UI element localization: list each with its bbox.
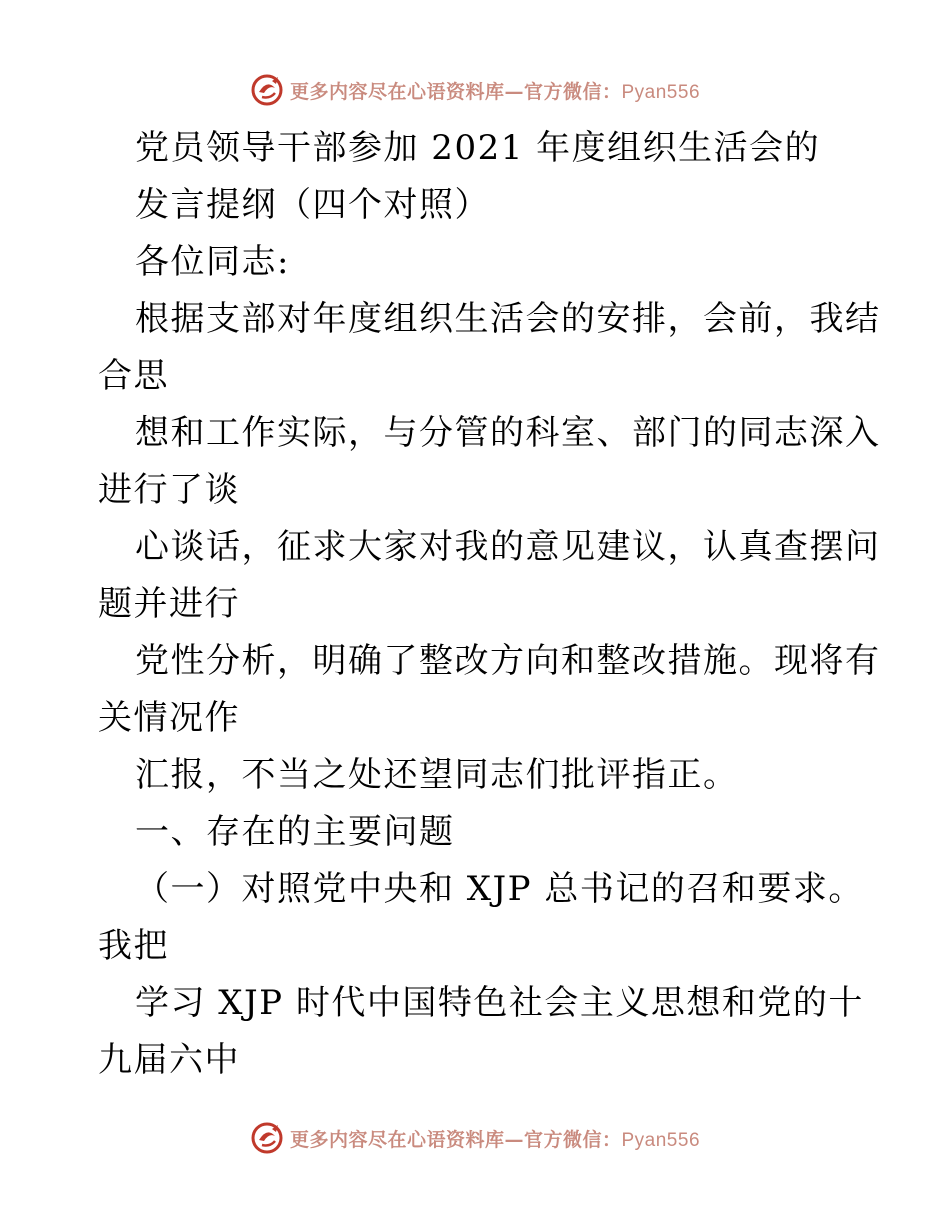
paragraph-line: 心谈话，征求大家对我的意见建议，认真查摆问 — [135, 527, 881, 567]
paragraph-line: 党性分析，明确了整改方向和整改措施。现将有 — [135, 641, 881, 681]
paragraph-line: 合思 — [98, 356, 169, 396]
paragraph-line: 汇报，不当之处还望同志们批评指正。 — [135, 755, 739, 795]
paragraph-line: 学习 XJP 时代中国特色社会主义思想和党的十 — [135, 983, 864, 1023]
doc-title-line-1: 党员领导干部参加 2021 年度组织生活会的 — [135, 128, 821, 168]
paragraph-line: 我把 — [98, 926, 169, 966]
footer-banner-label: 更多内容尽在心语资料库—官方微信： — [289, 1128, 622, 1151]
paragraph-line: 关情况作 — [98, 698, 240, 738]
header-banner-label: 更多内容尽在心语资料库—官方微信： — [289, 80, 622, 103]
footer-banner-handle: Pyan556 — [621, 1129, 701, 1151]
paragraph-line: 想和工作实际，与分管的科室、部门的同志深入 — [135, 413, 881, 453]
paragraph-line: 根据支部对年度组织生活会的安排，会前，我结 — [135, 299, 881, 339]
doc-title-line-2: 发言提纲（四个对照） — [135, 185, 490, 225]
footer-banner — [0, 1118, 950, 1158]
header-banner-text — [290, 77, 700, 104]
paragraph-line: 题并进行 — [98, 584, 240, 624]
subsection-heading: （一）对照党中央和 XJP 总书记的召和要求。 — [135, 869, 864, 909]
red-swirl-logo-icon — [250, 73, 284, 107]
paragraph-line: 九届六中 — [98, 1040, 240, 1080]
footer-banner-text — [290, 1125, 700, 1152]
salutation: 各位同志: — [135, 242, 290, 282]
section-heading: 一、存在的主要问题 — [135, 812, 455, 852]
header-banner-handle: Pyan556 — [621, 81, 701, 103]
document-body — [98, 120, 881, 1089]
header-banner — [0, 70, 950, 110]
red-swirl-logo-icon — [250, 1121, 284, 1155]
paragraph-line: 进行了谈 — [98, 470, 240, 510]
